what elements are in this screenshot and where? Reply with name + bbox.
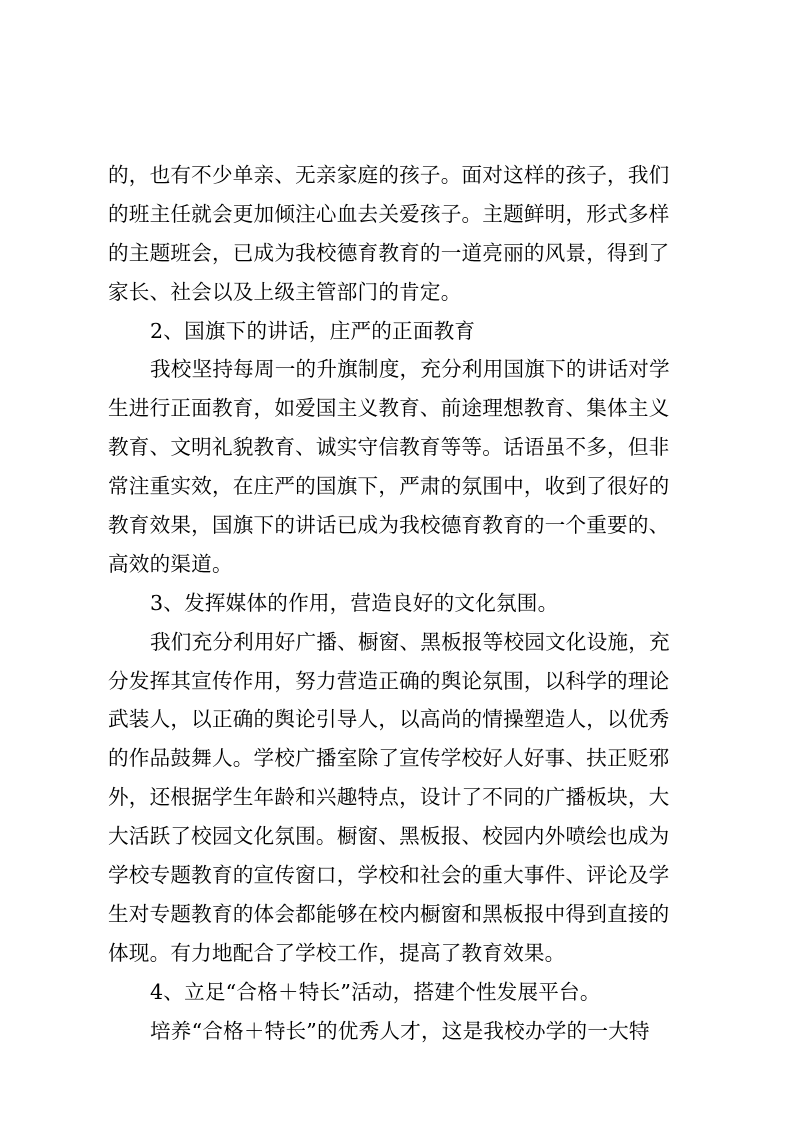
text-line: 体现。有力地配合了学校工作，提高了教育效果。 xyxy=(108,940,566,965)
text-line: 生进行正面教育，如爱国主义教育、前途理想教育、集体主义 xyxy=(108,396,670,421)
text-line: 培养“合格＋特长”的优秀人才，这是我校办学的一大特 xyxy=(150,1018,650,1043)
text-line: 分发挥其宣传作用，努力营造正确的舆论氛围，以科学的理论 xyxy=(108,668,670,693)
text-line: 生对专题教育的体会都能够在校内橱窗和黑板报中得到直接的 xyxy=(108,901,670,926)
text-line: 的班主任就会更加倾注心血去关爱孩子。主题鲜明，形式多样 xyxy=(108,201,670,226)
text-line: 教育效果，国旗下的讲话已成为我校德育教育的一个重要的、 xyxy=(108,513,670,538)
section-heading: 4、立足“合格＋特长”活动，搭建个性发展平台。 xyxy=(150,979,601,1004)
text-line: 外，还根据学生年龄和兴趣特点，设计了不同的广播板块，大 xyxy=(108,785,670,810)
text-line: 学校专题教育的宣传窗口，学校和社会的重大事件、评论及学 xyxy=(108,863,670,888)
text-line: 家长、社会以及上级主管部门的肯定。 xyxy=(108,279,462,304)
section-heading: 2、国旗下的讲话，庄严的正面教育 xyxy=(150,318,476,343)
text-line: 我们充分利用好广播、橱窗、黑板报等校园文化设施，充 xyxy=(150,629,670,654)
text-line: 的，也有不少单亲、无亲家庭的孩子。面对这样的孩子，我们 xyxy=(108,163,670,187)
text-line: 常注重实效，在庄严的国旗下，严肃的氛围中，收到了很好的 xyxy=(108,474,670,499)
text-line: 大活跃了校园文化氛围。橱窗、黑板报、校园内外喷绘也成为 xyxy=(108,824,670,849)
text-line: 教育、文明礼貌教育、诚实守信教育等等。话语虽不多，但非 xyxy=(108,435,670,460)
text-line: 的主题班会，已成为我校德育教育的一道亮丽的风景，得到了 xyxy=(108,240,670,265)
text-line: 高效的渠道。 xyxy=(108,551,233,576)
text-line: 我校坚持每周一的升旗制度，充分利用国旗下的讲话对学 xyxy=(150,357,670,382)
section-heading: 3、发挥媒体的作用，营造良好的文化氛围。 xyxy=(150,590,559,615)
text-line: 的作品鼓舞人。学校广播室除了宣传学校好人好事、扶正贬邪 xyxy=(108,746,670,771)
document-page xyxy=(108,156,688,1050)
text-line: 武装人，以正确的舆论引导人，以高尚的情操塑造人，以优秀 xyxy=(108,707,670,732)
